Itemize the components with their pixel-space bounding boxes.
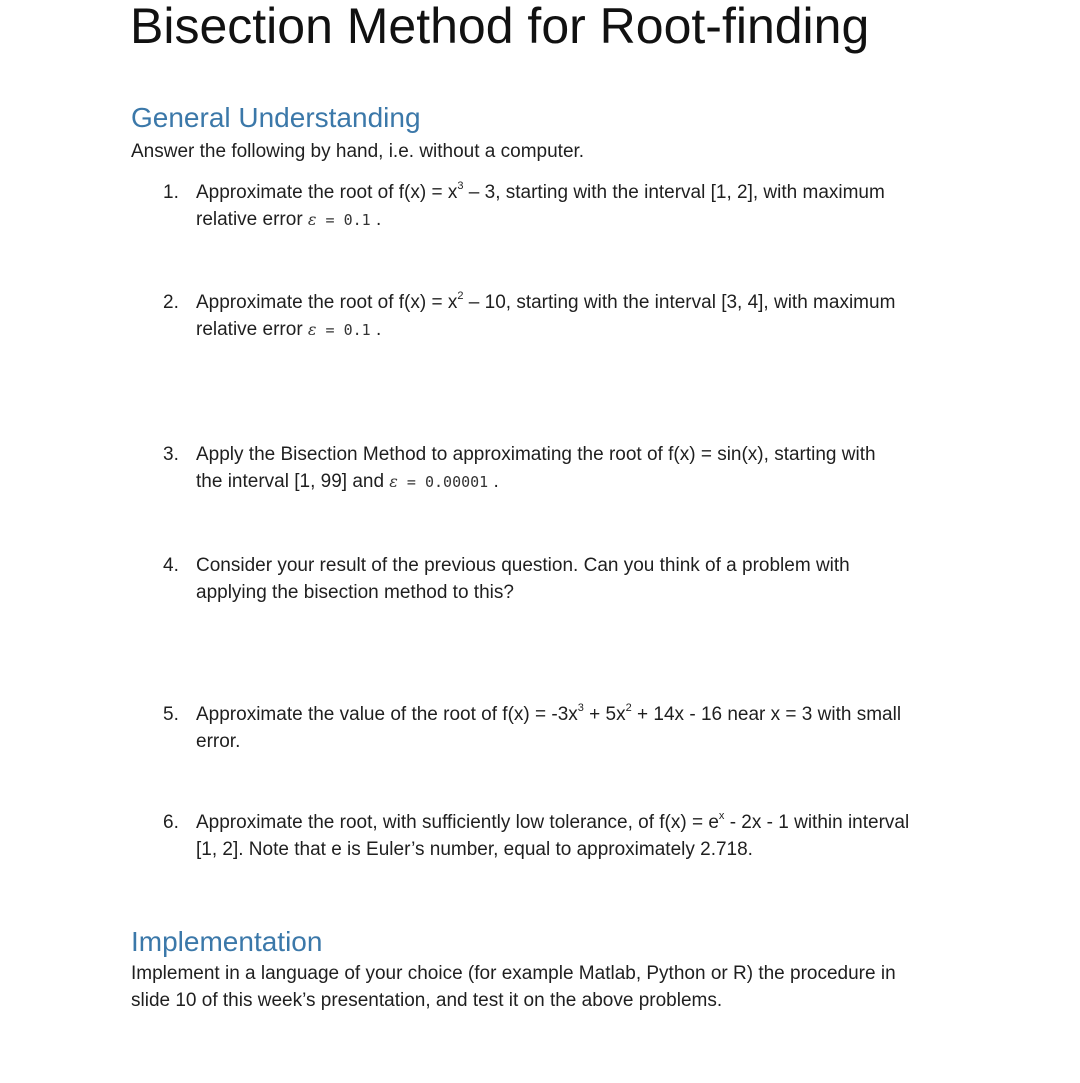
question-number: 1. [163, 182, 179, 203]
question-number: 5. [163, 704, 179, 725]
question-text-line-2: error. [196, 731, 241, 752]
question-text-line-2: [1, 2]. Note that e is Euler’s number, equal to approximately 2.718. [196, 839, 753, 860]
question-text-line-1: Apply the Bisection Method to approximating the root of f(x) = sin(x), starting with [196, 444, 876, 465]
epsilon-formula: ε = 0.1 [307, 320, 371, 339]
section-intro: Answer the following by hand, i.e. without a computer. [131, 141, 585, 162]
question-text-line-2: the interval [1, 99] and ε = 0.00001 . [196, 471, 499, 492]
epsilon-formula: ε = 0.00001 [389, 472, 489, 491]
question-text-line-1: Approximate the root, with sufficiently low tolerance, of $f(x) = e^x - 2x - 1$ within interval [196, 809, 910, 833]
question-text-line-1: Approximate the root of $f(x) = x^3 - 3$, starting with the interval [1, 2], with maximum [196, 179, 885, 203]
section-heading-general-understanding: General Understanding [131, 102, 421, 133]
question-text-line-1: Consider your result of the previous question. Can you think of a problem with [196, 555, 850, 576]
question-text-line-1: Approximate the root of $f(x) = x^2 - 10$, starting with the interval [3, 4], with maximum [196, 289, 896, 313]
question-text-line-1: Approximate the value of the root of $f(x) = -3x^3 + 5x^2 + 14x - 16$ near x = 3 with small [196, 701, 902, 725]
question-number: 2. [163, 292, 179, 313]
question-number: 3. [163, 444, 179, 465]
implementation-line-2: slide 10 of this week’s presentation, and test it on the above problems. [131, 990, 723, 1011]
question-text-line-2: applying the bisection method to this? [196, 582, 514, 603]
implementation-line-1: Implement in a language of your choice (for example Matlab, Python or R) the procedure in [131, 963, 896, 984]
question-text-line-2: relative error ε = 0.1 . [196, 319, 382, 340]
question-number: 6. [163, 812, 179, 833]
question-number: 4. [163, 555, 179, 576]
section-heading-implementation: Implementation [131, 926, 323, 957]
implementation-text [131, 960, 991, 1014]
question-text-line-2: relative error ε = 0.1 . [196, 209, 382, 230]
document-title: Bisection Method for Root-finding [130, 0, 870, 54]
epsilon-formula: ε = 0.1 [307, 210, 371, 229]
